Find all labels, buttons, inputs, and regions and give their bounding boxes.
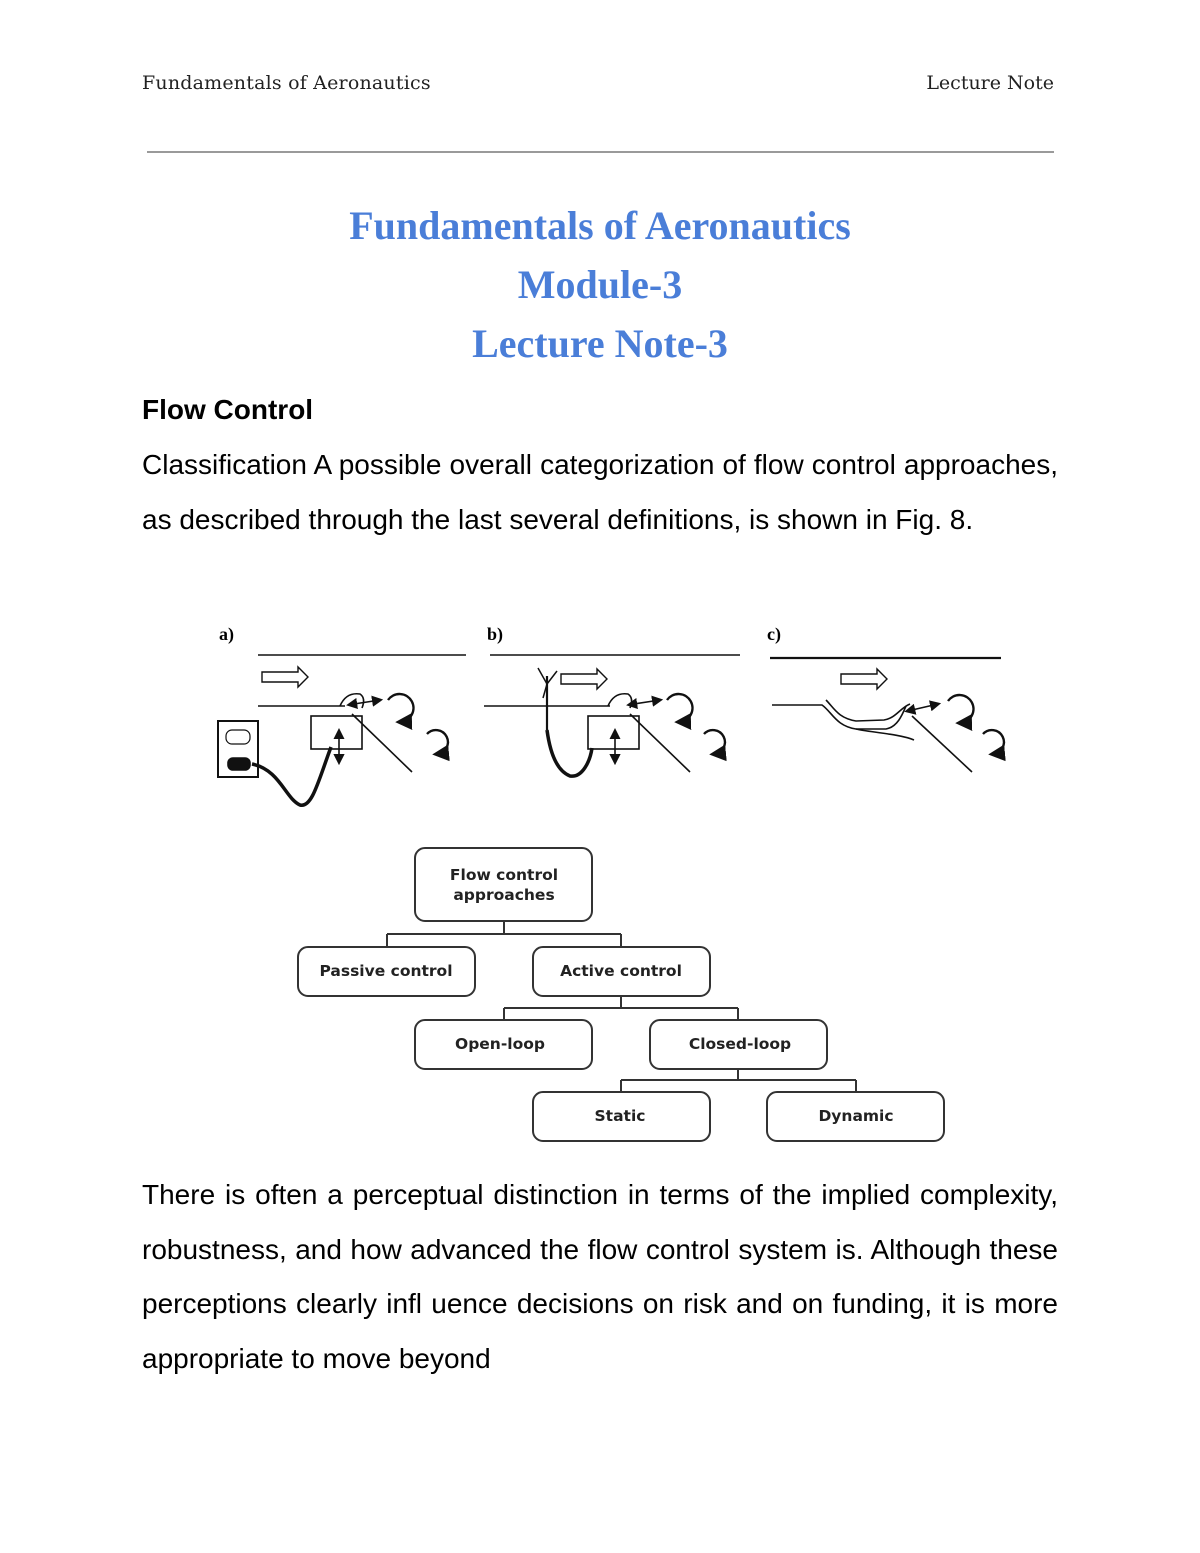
- tree-node-dynamic: [767, 1092, 944, 1141]
- paragraph-1: Classification A possible overall categorization of flow control approaches, as described through the last several definitions, is shown in Fig. 8.: [142, 449, 1058, 535]
- tree-node-static: [533, 1092, 710, 1141]
- tree-node-open-loop: [415, 1020, 592, 1069]
- title-line-3: Lecture Note-3: [472, 321, 728, 366]
- panel-b-diagram: [484, 655, 740, 776]
- tree-root-line-1: Flow control: [449, 866, 559, 884]
- panel-label-c: c): [767, 624, 781, 644]
- title-line-2: Module-3: [517, 262, 683, 307]
- panel-c-diagram: [770, 658, 1004, 772]
- tree-closed-loop-label: Closed-loop: [688, 1035, 792, 1053]
- tree-node-passive: [298, 947, 475, 996]
- section-heading: Flow Control: [142, 394, 314, 425]
- panel-a-diagram: [218, 655, 466, 805]
- paragraph-2: There is often a perceptual distinction in terms of the implied complexity, robustness, and how advanced the flow control system is. Although these perceptions clearly infl uence decisions on risk and on funding, it is more appropriate to move beyond: [142, 1179, 1058, 1374]
- tree-node-closed-loop: [650, 1020, 827, 1069]
- tree-open-loop-label: Open-loop: [455, 1035, 545, 1053]
- tree-node-active: [533, 947, 710, 996]
- panel-label-a: a): [219, 624, 234, 644]
- tree-dynamic-label: Dynamic: [818, 1107, 894, 1125]
- tree-static-label: Static: [594, 1107, 646, 1125]
- title-line-1: Fundamentals of Aeronautics: [349, 203, 851, 248]
- running-header-title: Fundamentals of Aeronautics: [142, 72, 431, 94]
- tree-passive-label: Passive control: [319, 962, 453, 980]
- tree-root-line-2: approaches: [453, 886, 555, 904]
- tree-active-label: Active control: [560, 962, 682, 980]
- panel-label-b: b): [487, 624, 504, 644]
- running-header-note: Lecture Note: [926, 72, 1054, 94]
- tree-node-root: [415, 848, 592, 921]
